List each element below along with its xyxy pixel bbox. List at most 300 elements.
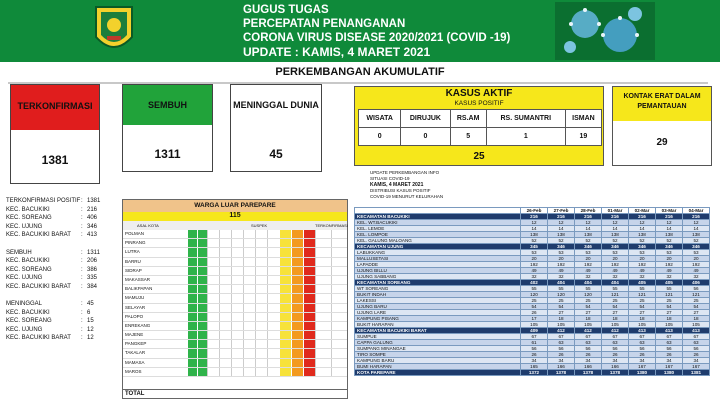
warga-city-name: SIDRAP — [125, 267, 142, 273]
right-info — [370, 170, 710, 205]
summary-colon: : — [81, 301, 83, 307]
warga-cell — [279, 340, 291, 348]
warga-cell — [291, 285, 303, 293]
kelurahan-value: 167 — [683, 364, 710, 370]
warga-cell — [279, 239, 291, 247]
kelurahan-value: 413 — [629, 328, 656, 334]
warga-cells — [187, 239, 347, 247]
kelurahan-value: 26 — [656, 352, 683, 358]
warga-cell — [207, 340, 219, 348]
warga-cell — [303, 267, 315, 275]
kelurahan-name: KAMPUNG PISANG — [355, 316, 521, 322]
stat-meninggal-label: MENINGGAL DUNIA — [233, 100, 319, 110]
kelurahan-value: 216 — [683, 214, 710, 220]
kelurahan-value: 54 — [656, 304, 683, 310]
warga-cell — [331, 349, 347, 357]
kelurahan-value: 34 — [521, 358, 548, 364]
kelurahan-value: 63 — [602, 340, 629, 346]
kelurahan-value: 404 — [575, 280, 602, 286]
kasus-col-header: DIRUJUK — [401, 110, 450, 128]
kelurahan-value: 67 — [575, 334, 602, 340]
warga-cell — [267, 322, 279, 330]
warga-row — [123, 258, 347, 267]
warga-row — [123, 359, 347, 368]
warga-cell — [279, 349, 291, 357]
warga-cell — [231, 322, 243, 330]
kelurahan-value: 138 — [656, 232, 683, 238]
kelurahan-value: 346 — [656, 244, 683, 250]
warga-cell — [187, 248, 197, 256]
warga-cell — [303, 368, 315, 376]
kelurahan-value: 1378 — [602, 370, 629, 376]
kelurahan-value: 52 — [656, 238, 683, 244]
kelurahan-name: UJUNG LARE — [355, 310, 521, 316]
kelurahan-value: 12 — [521, 220, 548, 226]
summary-colon: : — [81, 326, 83, 333]
summary-value: 413 — [87, 232, 98, 238]
warga-cells — [187, 294, 347, 302]
kelurahan-value: 53 — [548, 250, 575, 256]
warga-cell — [315, 304, 331, 312]
warga-cell — [291, 267, 303, 275]
kelurahan-value: 52 — [629, 238, 656, 244]
warga-city-name: MAJENE — [125, 332, 144, 338]
warga-cell — [315, 349, 331, 357]
warga-cell — [331, 248, 347, 256]
warga-cell — [279, 258, 291, 266]
warga-cell — [219, 239, 231, 247]
kelurahan-value: 54 — [575, 304, 602, 310]
kelurahan-value: 49 — [548, 268, 575, 274]
kelurahan-value: 346 — [683, 244, 710, 250]
warga-cell — [279, 276, 291, 284]
kelurahan-value: 63 — [656, 340, 683, 346]
warga-cell — [243, 368, 255, 376]
warga-cell — [279, 359, 291, 367]
warga-cell — [207, 349, 219, 357]
warga-cell — [207, 331, 219, 339]
kasus-col-value: 19 — [565, 128, 601, 146]
kelurahan-value: 49 — [656, 268, 683, 274]
kasus-col-value: 1 — [486, 128, 565, 146]
kelurahan-name: CAPPA GALUNG — [355, 340, 521, 346]
warga-cell — [231, 258, 243, 266]
warga-cell — [267, 258, 279, 266]
warga-cell — [231, 304, 243, 312]
header-title-block — [243, 3, 510, 59]
summary-value: 384 — [87, 283, 98, 290]
warga-cell — [255, 322, 267, 330]
kelurahan-value: 52 — [575, 238, 602, 244]
kelurahan-value: 12 — [683, 220, 710, 226]
kelurahan-value: 346 — [602, 244, 629, 250]
kontak-erat-panel — [612, 86, 712, 166]
warga-total: 115 — [123, 212, 347, 221]
warga-cell — [231, 230, 243, 238]
kelurahan-value: 25 — [575, 298, 602, 304]
warga-cell — [279, 331, 291, 339]
stat-sembuh-label: SEMBUH — [147, 100, 187, 110]
warga-cells — [187, 285, 347, 293]
warga-cell — [207, 239, 219, 247]
warga-cell — [303, 230, 315, 238]
warga-cell — [207, 258, 219, 266]
stat-terkonfirmasi-value: 1381 — [41, 153, 69, 167]
kelurahan-value: 216 — [629, 214, 656, 220]
warga-cell — [303, 322, 315, 330]
warga-cell — [255, 285, 267, 293]
warga-cell — [331, 239, 347, 247]
warga-cell — [291, 349, 303, 357]
warga-cell — [197, 285, 207, 293]
kelurahan-name: TIRO SOMPE — [355, 352, 521, 358]
kelurahan-value: 192 — [548, 262, 575, 268]
summary-key: MENINGGAL — [6, 301, 43, 307]
warga-cell — [187, 285, 197, 293]
warga-cell — [231, 267, 243, 275]
kelurahan-value: 12 — [602, 220, 629, 226]
warga-cell — [331, 230, 347, 238]
kontak-erat-value: 29 — [656, 137, 668, 148]
summary-colon: : — [81, 206, 83, 213]
kelurahan-value: 105 — [548, 322, 575, 328]
summary-row-terkonfirmasi — [6, 206, 116, 215]
warga-row — [123, 322, 347, 331]
warga-cells — [187, 248, 347, 256]
kelurahan-value: 20 — [575, 256, 602, 262]
warga-cell — [315, 267, 331, 275]
warga-cell — [231, 294, 243, 302]
warga-city-name: TAKALAR — [125, 350, 146, 356]
kelurahan-value: 165 — [521, 364, 548, 370]
warga-cell — [219, 248, 231, 256]
warga-cell — [197, 258, 207, 266]
warga-cell — [291, 359, 303, 367]
summary-key: KEC. BACUKIKI — [6, 258, 50, 264]
warga-cell — [207, 267, 219, 275]
kelurahan-value: 34 — [602, 358, 629, 364]
kelurahan-value: 346 — [575, 244, 602, 250]
warga-cell — [267, 239, 279, 247]
warga-row — [123, 230, 347, 239]
warga-cell — [197, 368, 207, 376]
kelurahan-value: 405 — [629, 280, 656, 286]
kelurahan-date-header: 04-Mar — [683, 208, 710, 214]
kasus-aktif-panel — [354, 86, 604, 166]
kelurahan-value: 138 — [602, 232, 629, 238]
warga-cell — [231, 368, 243, 376]
warga-row — [123, 239, 347, 248]
kelurahan-table — [354, 207, 710, 376]
warga-cell — [219, 313, 231, 321]
kelurahan-value: 61 — [521, 340, 548, 346]
kelurahan-value: 53 — [656, 250, 683, 256]
summary-key: KEC. BACUKIKI BARAT — [6, 283, 71, 290]
kelurahan-value: 121 — [629, 292, 656, 298]
kelurahan-value: 105 — [683, 322, 710, 328]
summary-row-sembuh — [6, 283, 116, 292]
kelurahan-value: 55 — [548, 286, 575, 292]
kelurahan-value: 67 — [656, 334, 683, 340]
warga-cell — [231, 276, 243, 284]
kelurahan-value: 216 — [521, 214, 548, 220]
kelurahan-value: 25 — [629, 298, 656, 304]
kelurahan-name: KEL. LOMPOE — [355, 232, 521, 238]
warga-cell — [219, 276, 231, 284]
kelurahan-value: 67 — [602, 334, 629, 340]
kelurahan-name: KECAMATAN BACUKIKI BARAT — [355, 328, 521, 334]
kelurahan-value: 345 — [521, 244, 548, 250]
divider — [8, 82, 708, 84]
summary-row-meninggal — [6, 300, 116, 309]
warga-cell — [279, 267, 291, 275]
warga-cell — [187, 331, 197, 339]
kelurahan-value: 56 — [521, 346, 548, 352]
warga-cell — [187, 304, 197, 312]
page-subtitle: PERKEMBANGAN AKUMULATIF — [275, 66, 445, 78]
kelurahan-value: 53 — [521, 250, 548, 256]
warga-cell — [197, 239, 207, 247]
kelurahan-value: 26 — [602, 352, 629, 358]
warga-cell — [291, 304, 303, 312]
warga-cell — [291, 294, 303, 302]
regional-emblem-logo — [92, 3, 136, 57]
kelurahan-value: 121 — [683, 292, 710, 298]
kelurahan-name: KEL. LEMOE — [355, 226, 521, 232]
kelurahan-value: 32 — [602, 274, 629, 280]
stat-terkonfirmasi — [10, 84, 100, 184]
kelurahan-value: 27 — [656, 310, 683, 316]
header-line-3: CORONA VIRUS DISEASE 2020/2021 (COVID -19) — [243, 32, 511, 44]
warga-cell — [187, 230, 197, 238]
warga-column-header — [123, 221, 347, 230]
kelurahan-value: 67 — [683, 334, 710, 340]
kelurahan-date-header: 03-Mar — [656, 208, 683, 214]
warga-footer — [123, 389, 347, 398]
summary-colon: : — [81, 335, 83, 341]
warga-luar-table — [122, 199, 348, 399]
kelurahan-value: 120 — [521, 292, 548, 298]
kelurahan-value: 20 — [656, 256, 683, 262]
kelurahan-value: 167 — [629, 364, 656, 370]
warga-row — [123, 285, 347, 294]
warga-cell — [255, 340, 267, 348]
warga-cell — [219, 258, 231, 266]
warga-col-konf: TERKONFIRMASI — [315, 223, 348, 228]
warga-cell — [187, 322, 197, 330]
summary-value: 12 — [87, 326, 94, 333]
kelurahan-value: 17 — [521, 316, 548, 322]
summary-value: 346 — [87, 223, 98, 230]
warga-row — [123, 276, 347, 285]
kasus-col-header: ISMAN — [565, 110, 601, 128]
warga-cell — [197, 304, 207, 312]
kelurahan-value: 20 — [629, 256, 656, 262]
kasus-col-header: WISATA — [359, 110, 401, 128]
warga-cell — [291, 340, 303, 348]
summary-colon: : — [81, 258, 83, 264]
kelurahan-value: 138 — [629, 232, 656, 238]
kelurahan-value: 413 — [683, 328, 710, 334]
warga-cell — [331, 304, 347, 312]
kelurahan-value: 55 — [602, 286, 629, 292]
warga-cell — [187, 368, 197, 376]
kelurahan-date-header: 28-Feb — [575, 208, 602, 214]
kelurahan-value: 67 — [629, 334, 656, 340]
summary-key: KEC. BACUKIKI BARAT — [6, 232, 71, 238]
warga-cell — [187, 258, 197, 266]
kelurahan-name: LAKESSI — [355, 298, 521, 304]
warga-cell — [243, 331, 255, 339]
kelurahan-value: 52 — [548, 238, 575, 244]
kelurahan-value: 25 — [656, 298, 683, 304]
summary-colon: : — [81, 266, 83, 273]
kelurahan-value: 402 — [521, 280, 548, 286]
warga-cell — [331, 258, 347, 266]
warga-city-name: POLMAN — [125, 231, 145, 236]
warga-cells — [187, 368, 347, 376]
kelurahan-value: 26 — [683, 352, 710, 358]
kontak-erat-label: KONTAK ERAT DALAM PEMANTAUAN — [613, 87, 711, 121]
kelurahan-value: 49 — [575, 268, 602, 274]
right-info-line5: COVID-19 MENURUT KELURAHAN — [370, 194, 444, 199]
summary-key: SEMBUH — [6, 249, 32, 256]
kelurahan-value: 55 — [575, 286, 602, 292]
warga-cell — [331, 368, 347, 376]
warga-cell — [207, 304, 219, 312]
kelurahan-value: 49 — [683, 268, 710, 274]
warga-cell — [219, 267, 231, 275]
summary-colon: : — [81, 198, 83, 204]
warga-cell — [315, 239, 331, 247]
warga-city-name: MAKASSAR — [125, 276, 151, 282]
kelurahan-date-header: 02-Mar — [629, 208, 656, 214]
summary-value: 45 — [87, 301, 94, 307]
warga-cell — [255, 368, 267, 376]
warga-cell — [267, 359, 279, 367]
warga-cell — [243, 285, 255, 293]
kelurahan-value: 1381 — [683, 370, 710, 376]
kelurahan-value: 32 — [629, 274, 656, 280]
kasus-col-header: RS.AM — [450, 110, 486, 128]
kelurahan-value: 20 — [521, 256, 548, 262]
warga-cell — [243, 349, 255, 357]
warga-cell — [291, 331, 303, 339]
kelurahan-value: 346 — [548, 244, 575, 250]
kelurahan-value: 120 — [548, 292, 575, 298]
summary-row-terkonfirmasi — [6, 214, 116, 223]
summary-value: 406 — [87, 215, 98, 221]
kelurahan-value: 32 — [521, 274, 548, 280]
kelurahan-value: 27 — [602, 310, 629, 316]
summary-key: KEC. SOREANG — [6, 215, 52, 221]
warga-cell — [243, 230, 255, 238]
warga-cell — [267, 349, 279, 357]
kelurahan-value: 27 — [575, 310, 602, 316]
kelurahan-value: 25 — [521, 298, 548, 304]
warga-city-name: MAROS — [125, 368, 142, 374]
warga-cell — [315, 368, 331, 376]
summary-row-sembuh — [6, 274, 116, 283]
kelurahan-value: 26 — [521, 310, 548, 316]
warga-col-city: ASAL KOTA — [137, 223, 159, 228]
warga-row — [123, 248, 347, 257]
summary-gap — [6, 291, 116, 300]
warga-cell — [219, 304, 231, 312]
kelurahan-value: 138 — [521, 232, 548, 238]
kelurahan-value: 18 — [575, 316, 602, 322]
warga-cell — [303, 276, 315, 284]
kelurahan-value: 1380 — [629, 370, 656, 376]
kelurahan-name: KAMPUNG BARU — [355, 358, 521, 364]
warga-cell — [331, 294, 347, 302]
right-info-line4: DISTRIBUSI KASUS POSITIF — [370, 188, 431, 193]
warga-cell — [231, 285, 243, 293]
kelurahan-value: 49 — [629, 268, 656, 274]
summary-colon: : — [81, 309, 83, 316]
kelurahan-value: 1372 — [521, 370, 548, 376]
kelurahan-value: 121 — [656, 292, 683, 298]
warga-cell — [207, 313, 219, 321]
summary-key: KEC. SOREANG — [6, 318, 52, 324]
summary-row-terkonfirmasi — [6, 197, 116, 206]
warga-cell — [303, 239, 315, 247]
kelurahan-value: 412 — [575, 328, 602, 334]
warga-cell — [291, 322, 303, 330]
kelurahan-value: 56 — [683, 346, 710, 352]
summary-key: KEC. BACUKIKI — [6, 309, 50, 316]
summary-colon: : — [81, 249, 83, 256]
kelurahan-name: BUMI HARAPAN — [355, 364, 521, 370]
warga-cell — [231, 359, 243, 367]
summary-row-sembuh — [6, 266, 116, 275]
warga-cell — [207, 368, 219, 376]
warga-cell — [267, 267, 279, 275]
warga-cell — [219, 294, 231, 302]
kelurahan-value: 105 — [575, 322, 602, 328]
warga-cell — [267, 285, 279, 293]
kelurahan-value: 54 — [602, 304, 629, 310]
kelurahan-value: 63 — [683, 340, 710, 346]
warga-cell — [231, 239, 243, 247]
warga-cell — [219, 349, 231, 357]
warga-cell — [331, 322, 347, 330]
kelurahan-value: 25 — [683, 298, 710, 304]
warga-cell — [231, 349, 243, 357]
kelurahan-value: 105 — [602, 322, 629, 328]
warga-cell — [291, 276, 303, 284]
summary-value: 15 — [87, 318, 94, 324]
kelurahan-value: 54 — [548, 304, 575, 310]
kelurahan-value: 67 — [521, 334, 548, 340]
stat-meninggal-value: 45 — [269, 147, 283, 161]
summary-key: KEC. SOREANG — [6, 266, 52, 273]
kelurahan-value: 27 — [629, 310, 656, 316]
kelurahan-value: 12 — [548, 220, 575, 226]
warga-cell — [219, 230, 231, 238]
kelurahan-value: 20 — [683, 256, 710, 262]
coronavirus-illustration — [555, 2, 655, 60]
summary-colon: : — [81, 283, 83, 290]
summary-colon: : — [81, 215, 83, 221]
warga-cell — [303, 258, 315, 266]
warga-cell — [243, 313, 255, 321]
warga-cell — [197, 331, 207, 339]
summary-row-terkonfirmasi — [6, 231, 116, 240]
summary-key: TERKONFIRMASI POSITIF — [6, 198, 81, 204]
kelurahan-value: 63 — [575, 340, 602, 346]
kelurahan-value: 25 — [548, 298, 575, 304]
